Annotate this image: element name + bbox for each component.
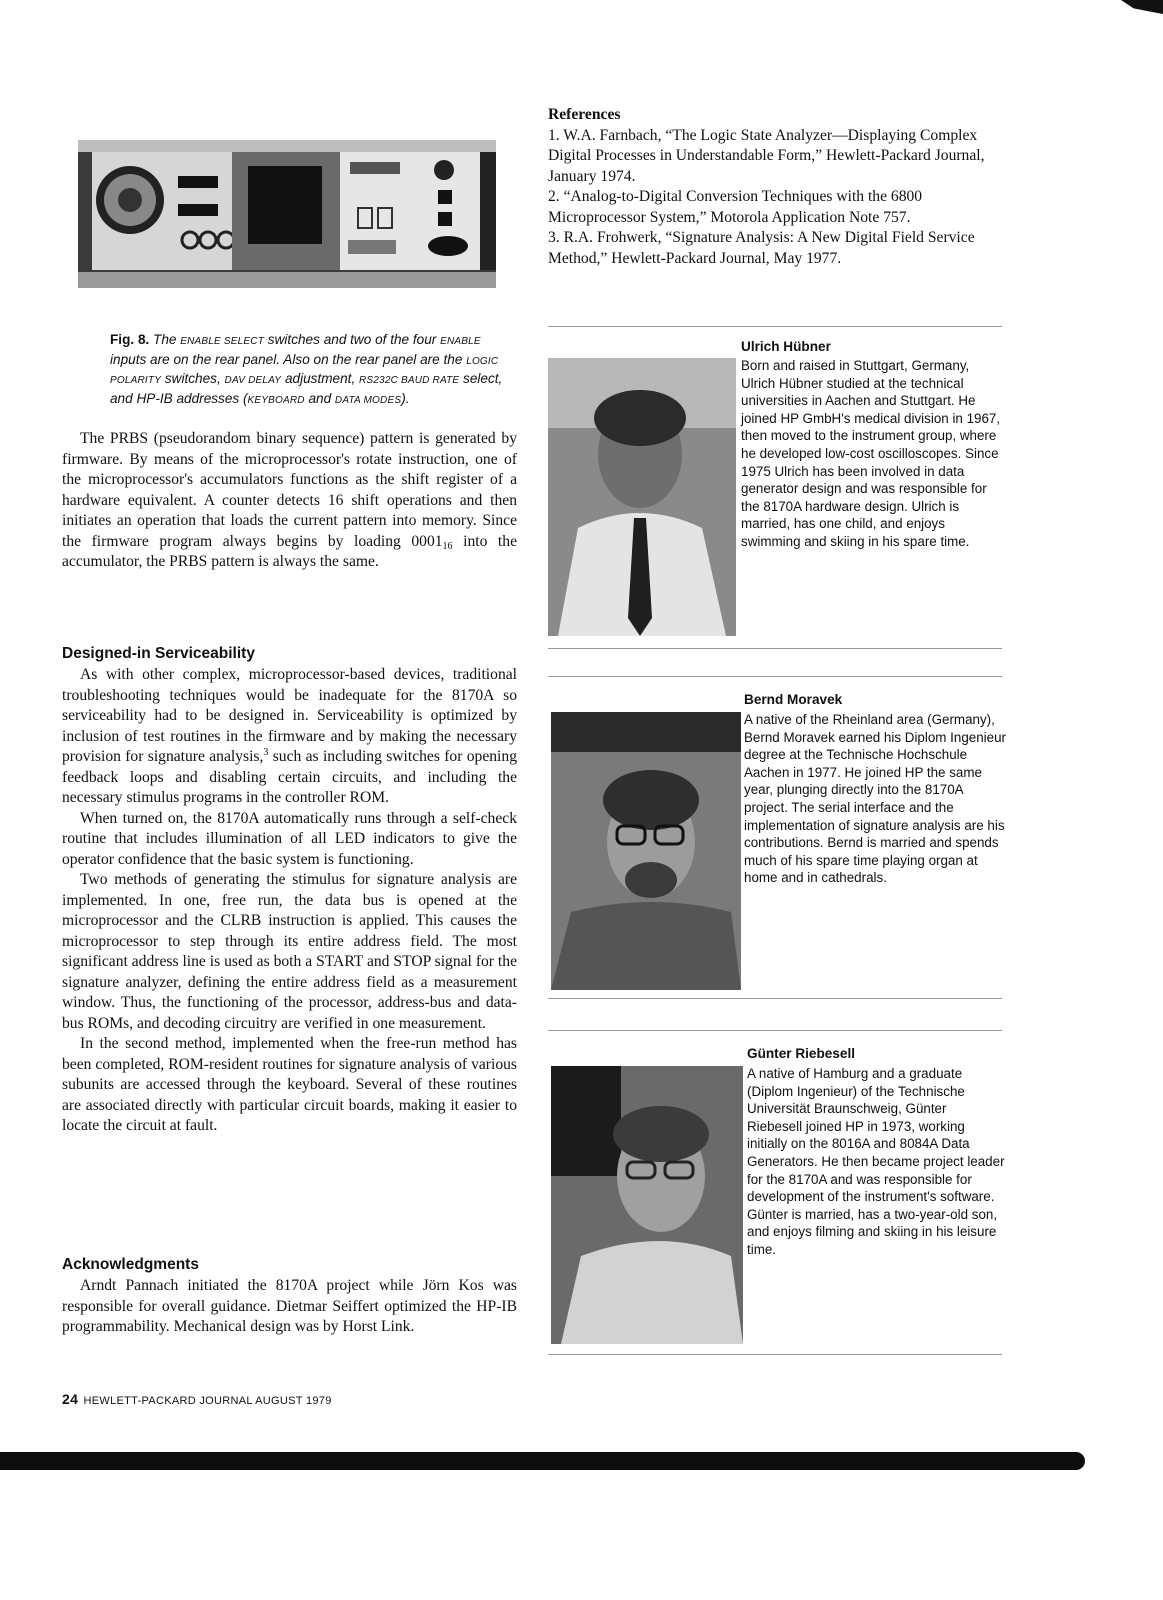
caption-text-segment: switches and two of the four — [264, 332, 441, 347]
bio-text-hubner: Born and raised in Stuttgart, Germany, Ulrich Hübner studied at the technical universities in Aachen and Stuttgart. He joined HP GmbH's medical division in 1967, then moved to the instrument group, where he developed low-cost oscilloscopes. Since 1975 Ulrich has been involved in data generator design and was responsible for the 8170A hardware design. Ulrich is married, has one child, and enjoys swimming and skiing in his spare time. — [741, 358, 1001, 549]
bio-name-hubner: Ulrich Hübner — [741, 339, 831, 354]
serviceability-paragraph-2: When turned on, the 8170A automatically runs through a self-check routine that includes illumination of all LED indicators to give the operator confidence that the basic system is functioning. — [62, 809, 517, 868]
caption-text-segment: switches, — [161, 371, 225, 386]
section-heading-acknowledgments: Acknowledgments — [62, 1256, 199, 1273]
caption-smallcaps-term: LOGIC POLARITY — [110, 355, 499, 386]
scan-artifact — [1121, 0, 1163, 14]
references-title: References — [548, 106, 621, 123]
page-number: 24 — [62, 1391, 79, 1407]
caption-smallcaps-term: KEYBOARD — [247, 394, 305, 406]
divider-rule — [548, 648, 1002, 649]
prbs-paragraph-block — [62, 429, 517, 573]
serviceability-paragraph-1: As with other complex, microprocessor-based devices, traditional troubleshooting techniques would be inadequate for the 8170A so serviceability had to be designed in. Serviceability is optimized by inclusion of test routines in the firmware and by making the necessary provision for signature analysis,$^3$ such as including switches for opening feedback loops and disabling certain circuits, and including the necessary stimulus programs in the controller ROM. — [62, 666, 517, 806]
reference-item: 2. “Analog-to-Digital Conversion Techniques with the 6800 Microprocessor System,” Motorola Application Note 757. — [548, 188, 923, 226]
divider-rule — [548, 326, 1002, 327]
caption-smallcaps-term: ENABLE SELECT — [180, 336, 265, 347]
author-photo-hubner — [548, 358, 736, 636]
reference-item: 1. W.A. Farnbach, “The Logic State Analyzer—Displaying Complex Digital Processes in Understandable Form,” Hewlett-Packard Journal, January 1974. — [548, 126, 985, 185]
serviceability-paragraph-4: In the second method, implemented when the free-run method has been completed, ROM-resident routines for signature analysis of various subunits are accessed through the keyboard. Several of these routines are associated directly with particular circuit boards, making it easier to locate the circuit at fault. — [62, 1035, 517, 1134]
scan-edge-bar — [0, 1452, 1085, 1470]
references-section — [548, 105, 1000, 269]
page-footer — [62, 1391, 332, 1407]
serviceability-paragraph-3: Two methods of generating the stimulus for signature analysis are implemented. In one, free run, the data bus is opened at the microprocessor and the CLRB instruction is applied. This causes the microprocessor to step through its entire address field. The most significant address line is used as both a START and STOP signal for the signature analyzer, defining the entire address field as a measurement window. Thus, the functioning of the processor, address-bus and data-bus ROMs, and decoding circuitry are verified in one measurement. — [62, 871, 517, 1032]
caption-smallcaps-term: DAV DELAY — [224, 375, 282, 386]
caption-smallcaps-term: ENABLE — [440, 336, 481, 347]
author-photo-moravek — [551, 712, 741, 990]
caption-text-segment: inputs are on the rear panel. Also on the rear panel are the — [110, 351, 467, 367]
serviceability-section — [62, 665, 517, 1137]
figure-caption-text — [110, 332, 502, 406]
caption-text-segment: ). — [401, 390, 410, 406]
caption-text-segment: adjustment, — [281, 371, 359, 386]
section-heading-serviceability: Designed-in Serviceability — [62, 645, 255, 662]
acknowledgments-paragraph: Arndt Pannach initiated the 8170A project while Jörn Kos was responsible for overall guidance. Dietmar Seiffert optimized the HP-IB programmability. Mechanical design was by Horst Link. — [62, 1277, 517, 1335]
figure-number: Fig. 8. — [110, 332, 150, 347]
figure-caption — [110, 331, 520, 409]
reference-item: 3. R.A. Frohwerk, “Signature Analysis: A New Digital Field Service Method,” Hewlett-Packard Journal, May 1977. — [548, 229, 975, 267]
bio-text-riebesell: A native of Hamburg and a graduate (Diplom Ingenieur) of the Technische Universität Braunschweig, Günter Riebesell joined HP in 1973, working initially on the 8016A and 8084A Data Generators. He then became project leader for the 8170A and was responsible for development of the instrument's software. Günter is married, has a two-year-old son, and enjoys filming and skiing in his leisure time. — [747, 1066, 1005, 1257]
divider-rule — [548, 1030, 1002, 1031]
caption-text-segment: select, and HP-IB addresses ( — [110, 371, 503, 406]
bio-name-moravek: Bernd Moravek — [744, 692, 843, 707]
divider-rule — [548, 998, 1002, 999]
bio-text-moravek: A native of the Rheinland area (Germany), Bernd Moravek earned his Diplom Ingenieur degree at the Technische Hochschule Aachen in 1977. He joined HP the same year, plunging directly into the 8170A project. The serial interface and the implementation of signature analysis are his contributions. Bernd is married and spends much of his spare time playing organ at home and in cathedrals. — [744, 712, 1007, 886]
acknowledgments-section — [62, 1276, 517, 1338]
divider-rule — [548, 1354, 1002, 1355]
figure-8-photo — [78, 140, 496, 288]
journal-name: HEWLETT-PACKARD JOURNAL AUGUST 1979 — [83, 1395, 332, 1407]
caption-text-segment: and — [304, 390, 335, 406]
caption-smallcaps-term: RS232C BAUD RATE — [359, 375, 460, 386]
caption-text-segment: The — [149, 332, 181, 347]
bio-name-riebesell: Günter Riebesell — [747, 1046, 856, 1061]
divider-rule — [548, 676, 1002, 677]
author-photo-riebesell — [551, 1066, 743, 1344]
caption-smallcaps-term: DATA MODES — [334, 394, 402, 406]
prbs-paragraph: The PRBS (pseudorandom binary sequence) pattern is generated by firmware. By means of the microprocessor's rotate instruction, one of the microprocessor's accumulators functions as the shift register of a hardware equivalent. A counter detects 16 shift operations and then initiates an operation that loads the current pattern into memory. Since the firmware program always begins by loading $0001_{16}$ into the accumulator, the PRBS pattern is always the same. — [62, 430, 517, 570]
